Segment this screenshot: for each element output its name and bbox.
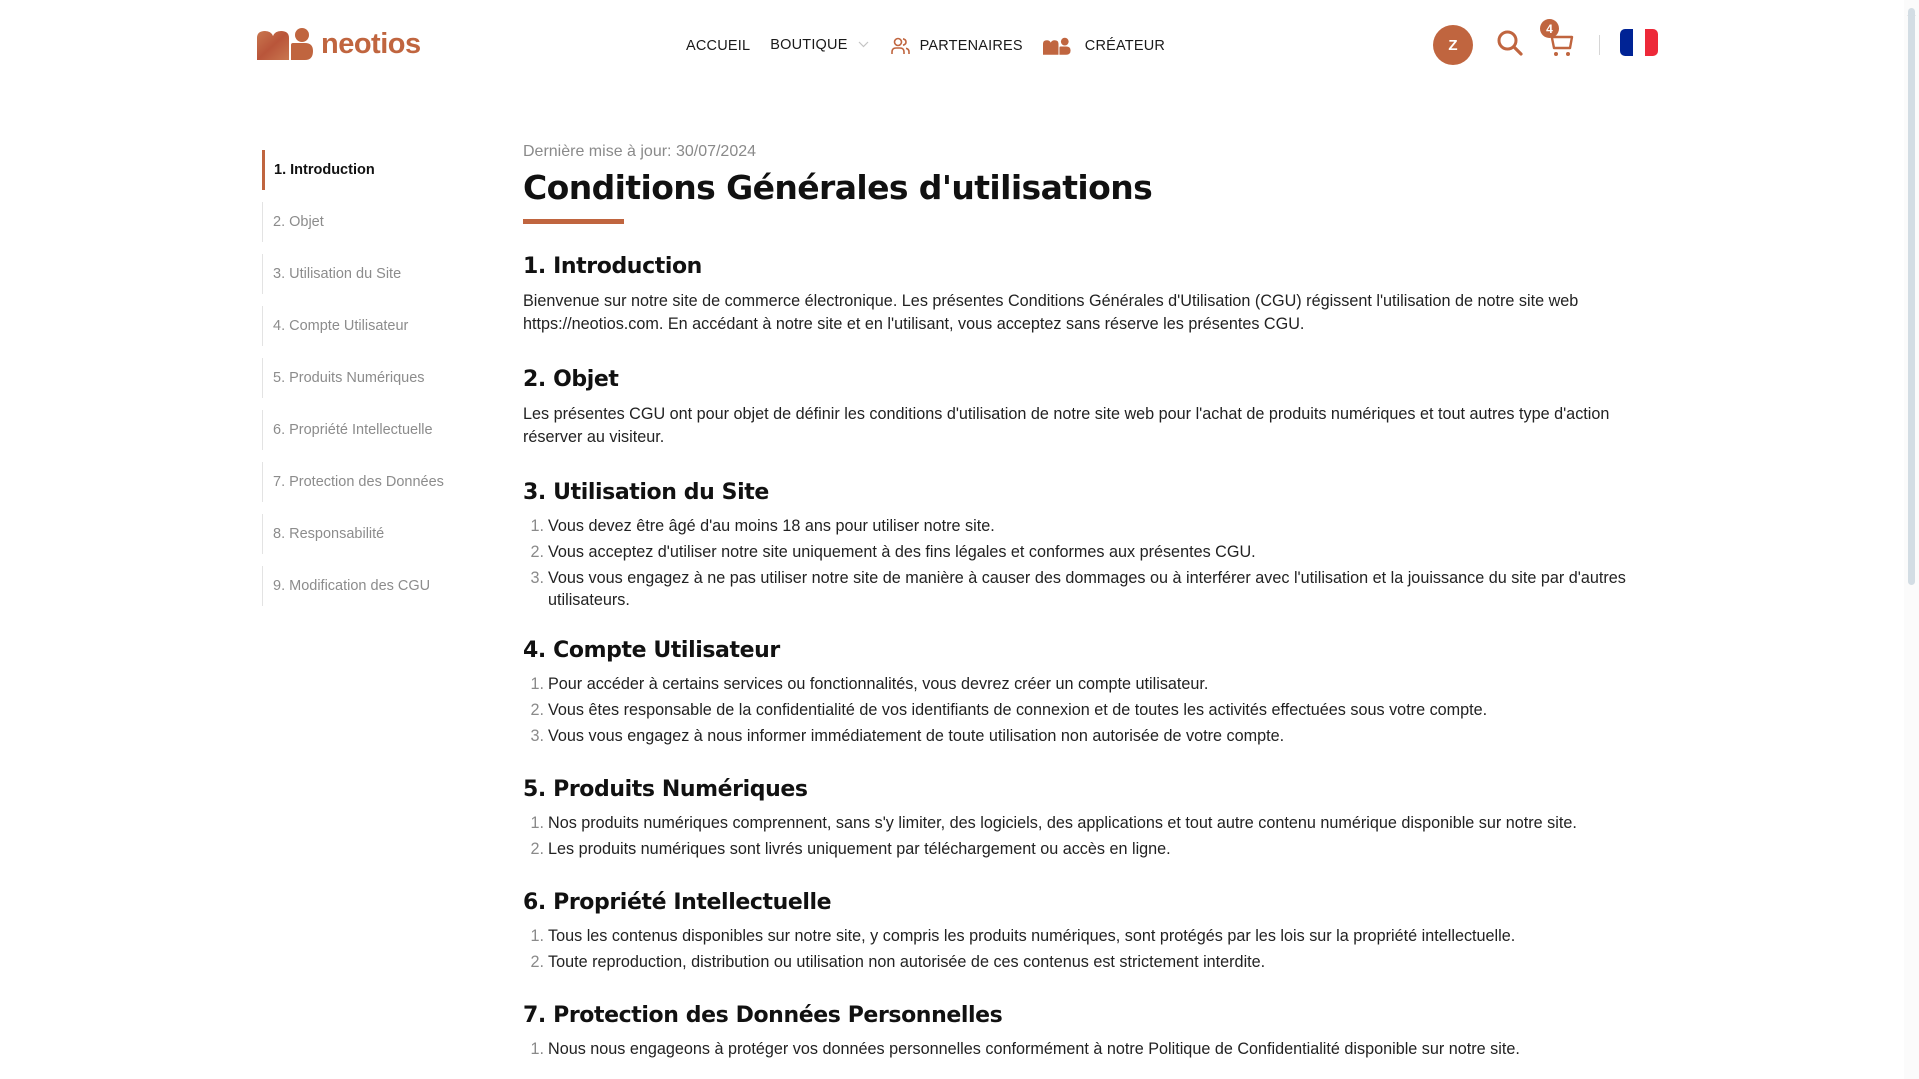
- neotios-logo-mark-icon: [257, 28, 319, 60]
- list-number: 2.: [530, 953, 544, 971]
- toc-item-objet[interactable]: [262, 202, 482, 242]
- numbered-list: [523, 925, 1658, 973]
- site-header: [0, 0, 1904, 92]
- numbered-list: [523, 673, 1658, 747]
- list-item: [523, 725, 1658, 747]
- list-text: Vous vous engagez à nous informer immédiatement de toute utilisation non autorisée de votre compte.: [548, 727, 1285, 745]
- toc-item-utilisation[interactable]: [262, 254, 482, 294]
- numbered-list: [523, 812, 1658, 860]
- cart-count-badge: 4: [1540, 19, 1559, 38]
- chevron-down-icon: [858, 36, 869, 52]
- toc-item-introduction[interactable]: [262, 150, 482, 190]
- nav-accueil[interactable]: [686, 38, 750, 54]
- nav-createur-label: CRÉATEUR: [1084, 38, 1166, 54]
- section-paragraph: Bienvenue sur notre site de commerce électronique. Les présentes Conditions Générales d'Utilisation (CGU) régissent l'utilisation de notre site web https://neotios.com. En accédant à notre site et en l'utilisant, vous acceptez sans réserve les présentes CGU.: [523, 292, 1579, 333]
- list-item: [523, 925, 1658, 947]
- flag-red-stripe: [1645, 29, 1658, 56]
- list-number: 3.: [530, 727, 544, 745]
- list-item: [523, 567, 1658, 611]
- numbered-list: [523, 515, 1658, 611]
- table-of-contents: [262, 150, 482, 618]
- nav-boutique-label: BOUTIQUE: [770, 37, 848, 53]
- toc-label: 6. Propriété Intellectuelle: [273, 422, 433, 438]
- list-number: 2.: [530, 701, 544, 719]
- toc-item-responsabilite[interactable]: [262, 514, 482, 554]
- section-paragraph: Les présentes CGU ont pour objet de définir les conditions d'utilisation de notre site web pour l'achat de produits numériques et tout autres type d'action réserver au visiteur.: [523, 405, 1610, 446]
- list-item: [523, 673, 1658, 695]
- flag-blue-stripe: [1620, 29, 1633, 56]
- user-avatar[interactable]: [1433, 25, 1473, 65]
- scroll-thumb[interactable]: [1908, 8, 1915, 585]
- search-button[interactable]: [1495, 30, 1525, 60]
- logo[interactable]: [257, 26, 421, 60]
- nav-createur[interactable]: [1043, 37, 1165, 55]
- section-propriete: [523, 889, 1658, 973]
- list-number: 1.: [530, 814, 544, 832]
- list-item: [523, 838, 1658, 860]
- section-heading: 1. Introduction: [523, 254, 702, 279]
- list-text: Nos produits numériques comprennent, sans s'y limiter, des logiciels, des applications et tout autre contenu numérique disponible sur notre site.: [548, 814, 1577, 832]
- list-item: [523, 541, 1658, 563]
- terms-content: [523, 141, 1658, 1064]
- search-icon: [1496, 29, 1524, 61]
- avatar-initial: Z: [1448, 36, 1458, 54]
- list-item: [523, 515, 1658, 537]
- toc-item-compte[interactable]: [262, 306, 482, 346]
- neotios-mark-icon: [1043, 37, 1073, 55]
- section-heading: 6. Propriété Intellectuelle: [523, 890, 832, 915]
- list-number: 1.: [530, 1040, 544, 1058]
- users-icon: [891, 37, 910, 55]
- section-compte: [523, 637, 1658, 747]
- list-number: 1.: [530, 675, 544, 693]
- header-divider: [1599, 35, 1600, 55]
- toc-label: 7. Protection des Données: [273, 474, 444, 490]
- scroll-down-arrow-icon[interactable]: [1907, 1070, 1916, 1076]
- list-text: Tous les contenus disponibles sur notre site, y compris les produits numériques, sont protégés par les lois sur la propriété intellectuelle.: [548, 927, 1516, 945]
- section-protection: [523, 1002, 1658, 1060]
- list-item: [523, 812, 1658, 834]
- section-objet: [523, 366, 1658, 449]
- list-number: 2.: [530, 543, 544, 561]
- toc-item-protection[interactable]: [262, 462, 482, 502]
- list-text: Les produits numériques sont livrés uniquement par téléchargement ou accès en ligne.: [548, 840, 1171, 858]
- section-introduction: [523, 253, 1658, 336]
- section-heading: 5. Produits Numériques: [523, 777, 808, 802]
- nav-partenaires[interactable]: [891, 37, 1023, 55]
- language-flag-fr[interactable]: [1620, 29, 1658, 56]
- list-text: Pour accéder à certains services ou fonctionnalités, vous devrez créer un compte utilisateur.: [548, 675, 1209, 693]
- list-number: 1.: [530, 927, 544, 945]
- toc-item-produits[interactable]: [262, 358, 482, 398]
- numbered-list: [523, 1038, 1658, 1060]
- logo-text: neotios: [321, 28, 421, 60]
- nav-partenaires-label: PARTENAIRES: [919, 38, 1023, 54]
- list-item: [523, 951, 1658, 973]
- list-text: Toute reproduction, distribution ou utilisation non autorisée de ces contenus est strictement interdite.: [548, 953, 1266, 971]
- page-title: Conditions Générales d'utilisations: [523, 168, 1153, 207]
- list-text: Vous devez être âgé d'au moins 18 ans pour utiliser notre site.: [548, 517, 995, 535]
- toc-label: 2. Objet: [273, 214, 324, 230]
- toc-label: 4. Compte Utilisateur: [273, 318, 409, 334]
- section-utilisation: [523, 479, 1658, 611]
- section-produits: [523, 776, 1658, 860]
- page-scrollbar[interactable]: [1904, 0, 1919, 1079]
- list-text: Vous acceptez d'utiliser notre site uniquement à des fins légales et conformes aux présentes CGU.: [548, 543, 1256, 561]
- list-item: [523, 699, 1658, 721]
- toc-label: 1. Introduction: [274, 162, 375, 178]
- section-heading: 7. Protection des Données Personnelles: [523, 1003, 1003, 1028]
- list-number: 2.: [530, 840, 544, 858]
- list-text: Vous vous engagez à ne pas utiliser notre site de manière à causer des dommages ou à interférer avec l'utilisation et la jouissance du site par d'autres utilisateurs.: [548, 569, 1626, 609]
- title-accent-bar: [523, 219, 624, 224]
- list-number: 1.: [530, 517, 544, 535]
- toc-label: 9. Modification des CGU: [273, 578, 431, 594]
- cart-button[interactable]: [1543, 21, 1577, 62]
- toc-label: 8. Responsabilité: [273, 526, 385, 542]
- nav-accueil-label: ACCUEIL: [686, 38, 751, 54]
- flag-white-stripe: [1633, 29, 1646, 56]
- toc-label: 5. Produits Numériques: [273, 370, 425, 386]
- toc-item-propriete[interactable]: [262, 410, 482, 450]
- nav-boutique[interactable]: [770, 37, 868, 53]
- list-text: Vous êtes responsable de la confidentialité de vos identifiants de connexion et de toutes les activités effectuées sous votre compte.: [548, 701, 1488, 719]
- section-heading: 2. Objet: [523, 367, 619, 392]
- toc-item-modification[interactable]: [262, 566, 482, 606]
- toc-label: 3. Utilisation du Site: [273, 266, 402, 282]
- list-item: [523, 1038, 1658, 1060]
- list-text: Nous nous engageons à protéger vos données personnelles conformément à notre Politique de Confidentialité disponible sur notre site.: [548, 1040, 1520, 1058]
- main-nav: [686, 30, 1165, 60]
- section-heading: 3. Utilisation du Site: [523, 480, 769, 505]
- section-heading: 4. Compte Utilisateur: [523, 638, 780, 663]
- last-updated: Dernière mise à jour: 30/07/2024: [523, 143, 757, 160]
- header-actions: [1433, 21, 1658, 65]
- list-number: 3.: [530, 569, 544, 587]
